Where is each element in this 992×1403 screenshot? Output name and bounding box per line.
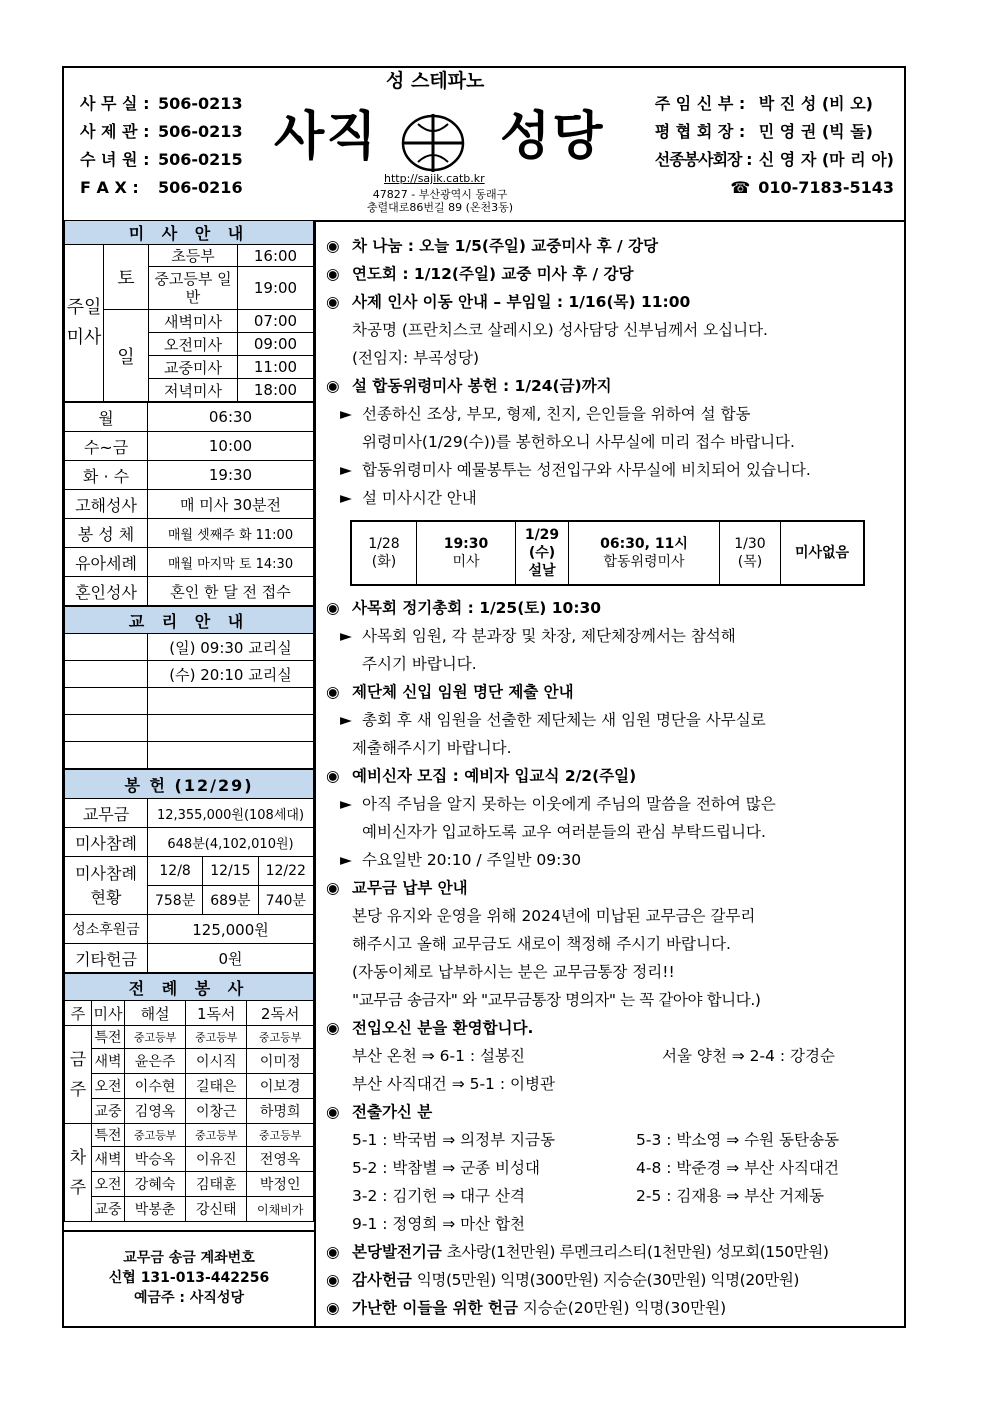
liturgy-cell: 이유진	[186, 1147, 247, 1172]
notice-title: 교무금 납부 안내	[352, 879, 468, 897]
transfer-in: 부산 온천 ⇒ 6-1 : 설봉진	[352, 1047, 525, 1065]
transfer-out: 5-1 : 박국범 ⇒ 의정부 지금동	[352, 1131, 555, 1149]
notice-title: 가난한 이들을 위한 헌금	[352, 1299, 518, 1317]
bullet-icon: ◉	[326, 1019, 340, 1037]
notice-text: 설 미사시간 안내	[362, 489, 477, 507]
transfer-out: 5-2 : 박참별 ⇒ 군종 비성대	[352, 1159, 540, 1177]
offering-head: 봉 헌 (12/29)	[65, 770, 314, 799]
notice-title: 연도회 : 1/12(주일) 교중 미사 후 / 강당	[352, 265, 634, 283]
notice-title: 제단체 신입 임원 명단 제출 안내	[352, 683, 574, 701]
notice-title: 사목회 정기총회 : 1/25(토) 10:30	[352, 599, 602, 617]
notice-text: 아직 주님을 알지 못하는 이웃에게 주님의 말씀을 전하여 많은	[362, 795, 776, 813]
header	[64, 68, 904, 222]
notice-text: 위령미사(1/29(수))를 봉헌하오니 사무실에 미리 접수 바랍니다.	[362, 433, 795, 451]
sched-cell: (화)	[371, 554, 397, 570]
arrow-icon: ►	[340, 405, 352, 423]
notice-text: 익명(5만원) 익명(300만원) 지승순(30만원) 익명(20만원)	[416, 1271, 800, 1289]
notice-text: 제출해주시기 바랍니다.	[352, 739, 512, 757]
liturgy-head: 전 례 봉 사	[65, 974, 314, 1001]
notice-title: 차 나눔 : 오늘 1/5(주일) 교중미사 후 / 강당	[352, 237, 659, 255]
notice-text: 본당 유지와 운영을 위해 2024년에 미납된 교무금은 갈무리	[352, 907, 756, 925]
liturgy-col: 해설	[125, 1001, 186, 1026]
transfer-in: 서울 양천 ⇒ 2-4 : 강경순	[662, 1047, 835, 1065]
sacrament-time: 매 미사 30분전	[148, 490, 314, 519]
sched-cell: 미사없음	[781, 521, 865, 585]
sacrament-time: 혼인 한 달 전 접수	[148, 577, 314, 606]
catechism-head: 교 리 안 내	[65, 607, 314, 634]
sacrament-name: 유아세례	[65, 548, 148, 577]
sun-label: 일	[104, 310, 149, 402]
liturgy-cell: 윤은주	[125, 1049, 186, 1074]
catechism-table	[64, 606, 314, 769]
weekday-mass-table	[64, 402, 314, 606]
other-offering-label: 기타헌금	[65, 944, 148, 973]
account-number: 신협 131-013-442256	[108, 1270, 270, 1286]
sched-cell: 06:30, 11시	[600, 536, 688, 552]
notice-text: (전임지: 부곡성당)	[352, 349, 480, 367]
bulletin-frame	[62, 66, 906, 1328]
lunar-new-year-schedule	[350, 520, 865, 586]
notice-title: 사제 인사 이동 안내 – 부임일 : 1/16(목) 11:00	[352, 293, 691, 311]
staff-list	[655, 90, 894, 202]
transfer-out: 5-3 : 박소영 ⇒ 수원 동탄송동	[636, 1131, 839, 1149]
mass-time: 07:00	[238, 310, 314, 333]
sacrament-time: 매월 셋째주 화 11:00	[148, 519, 314, 548]
liturgy-cell: 박봉춘	[125, 1197, 186, 1222]
notice-text: 차공명 (프란치스코 살레시오) 성사담당 신부님께서 오십니다.	[352, 321, 768, 339]
arrow-icon: ►	[340, 795, 352, 813]
liturgy-table	[64, 973, 314, 1222]
liturgy-cell: 박승옥	[125, 1147, 186, 1172]
attendance-count: 740분	[258, 886, 313, 915]
liturgy-cell: 특전	[92, 1124, 125, 1147]
office-phone: 506-0213	[158, 94, 243, 113]
liturgy-cell: 중고등부	[125, 1026, 186, 1049]
sched-cell: (수)	[528, 545, 556, 561]
sat-label: 토	[104, 245, 149, 310]
transfer-out: 3-2 : 김기헌 ⇒ 대구 산격	[352, 1187, 525, 1205]
bullet-icon: ◉	[326, 1271, 340, 1289]
dues-label: 교무금	[65, 799, 148, 828]
transfer-out: 2-5 : 김재용 ⇒ 부산 거제동	[636, 1187, 824, 1205]
contact-list	[80, 90, 243, 202]
council-name: 민 영 권 (빅 돌)	[758, 122, 873, 141]
notice-text: 예비신자가 입교하도록 교우 여러분들의 관심 부탁드립니다.	[362, 823, 766, 841]
sacrament-name: 봉 성 체	[65, 519, 148, 548]
funeral-name: 신 영 자 (마 리 아)	[758, 150, 894, 169]
liturgy-cell: 특전	[92, 1026, 125, 1049]
other-offering-value: 0원	[148, 944, 314, 973]
bullet-icon: ◉	[326, 879, 340, 897]
weekday-time: 19:30	[148, 461, 314, 490]
catechism-row	[148, 742, 314, 769]
attendance-count: 758분	[148, 886, 203, 915]
notice-text: 주시기 바랍니다.	[362, 655, 477, 673]
catechism-row	[148, 688, 314, 715]
liturgy-cell: 중고등부	[247, 1124, 314, 1147]
mass-name: 중고등부 일반	[149, 267, 238, 310]
liturgy-cell: 이미정	[247, 1049, 314, 1074]
notice-title: 전출가신 분	[352, 1103, 433, 1121]
mass-name: 오전미사	[149, 333, 238, 356]
account-title: 교무금 송금 계좌번호	[123, 1250, 255, 1266]
mass-time: 09:00	[238, 333, 314, 356]
liturgy-cell: 강신태	[186, 1197, 247, 1222]
funeral-label: 선종봉사회장 :	[654, 150, 752, 169]
liturgy-cell: 길태은	[186, 1074, 247, 1099]
liturgy-cell: 이보경	[247, 1074, 314, 1099]
catechism-row: (일) 09:30 교리실	[148, 634, 314, 661]
attendance-date: 12/8	[148, 857, 203, 886]
liturgy-cell: 김태훈	[186, 1172, 247, 1197]
mass-time: 11:00	[238, 356, 314, 379]
account-info	[64, 1230, 314, 1326]
attendance-date: 12/22	[258, 857, 313, 886]
bullet-icon: ◉	[326, 1243, 340, 1261]
sched-cell: 설날	[528, 563, 556, 579]
bullet-icon: ◉	[326, 377, 340, 395]
mass-name: 저녁미사	[149, 379, 238, 402]
next-week-label: 차주	[65, 1124, 92, 1222]
sacrament-time: 매월 마지막 토 14:30	[148, 548, 314, 577]
notice-title: 예비신자 모집 : 예비자 입교식 2/2(주일)	[352, 767, 637, 785]
rectory-phone: 506-0213	[158, 122, 243, 141]
sched-cell: 1/30	[734, 536, 766, 552]
liturgy-cell: 이수현	[125, 1074, 186, 1099]
bullet-icon: ◉	[326, 599, 340, 617]
transfer-in: 부산 사직대건 ⇒ 5-1 : 이병관	[352, 1075, 555, 1093]
fax-label: F A X :	[80, 178, 139, 197]
liturgy-cell: 강혜숙	[125, 1172, 186, 1197]
notice-text: 수요일반 20:10 / 주일반 09:30	[362, 851, 582, 869]
arrow-icon: ►	[340, 851, 352, 869]
mass-name: 교중미사	[149, 356, 238, 379]
liturgy-cell: 전영옥	[247, 1147, 314, 1172]
address	[350, 188, 530, 214]
vocation-value: 125,000원	[148, 915, 314, 944]
liturgy-cell: 이시직	[186, 1049, 247, 1074]
liturgy-cell: 중고등부	[247, 1026, 314, 1049]
liturgy-cell: 중고등부	[186, 1026, 247, 1049]
convent-phone: 506-0215	[158, 150, 243, 169]
transfer-out: 4-8 : 박준경 ⇒ 부산 사직대건	[636, 1159, 839, 1177]
mass-offering-value: 648분(4,102,010원)	[148, 828, 314, 857]
title-left: 사직	[274, 107, 379, 167]
sched-cell: 19:30	[443, 536, 489, 552]
mass-time: 18:00	[238, 379, 314, 402]
sched-cell: 1/28	[368, 536, 400, 552]
bullet-icon: ◉	[326, 1299, 340, 1317]
notice-text: 선종하신 조상, 부모, 형제, 친지, 은인들을 위하여 설 합동	[362, 405, 751, 423]
attendance-count: 689분	[203, 886, 258, 915]
arrow-icon: ►	[340, 627, 352, 645]
mass-time: 16:00	[238, 245, 314, 267]
dues-value: 12,355,000원(108세대)	[148, 799, 314, 828]
phone-icon: ☎	[730, 178, 751, 197]
catechism-row: (수) 20:10 교리실	[148, 661, 314, 688]
liturgy-cell: 오전	[92, 1074, 125, 1099]
title-right: 성당	[500, 107, 605, 167]
liturgy-cell: 중고등부	[125, 1124, 186, 1147]
parish-saint: 성 스테파노	[386, 70, 485, 92]
notice-text: 총회 후 새 임원을 선출한 제단체는 새 임원 명단을 사무실로	[362, 711, 766, 729]
mass-offering-label: 미사참례	[65, 828, 148, 857]
liturgy-cell: 새벽	[92, 1049, 125, 1074]
notice-text: "교무금 송금자" 와 "교무금통장 명의자" 는 꼭 같아야 합니다.)	[352, 991, 761, 1009]
sacrament-name: 고해성사	[65, 490, 148, 519]
mass-time: 19:00	[238, 267, 314, 310]
weekday-time: 10:00	[148, 432, 314, 461]
bullet-icon: ◉	[326, 767, 340, 785]
notice-title: 설 합동위령미사 봉헌 : 1/24(금)까지	[352, 377, 612, 395]
convent-label: 수 녀 원 :	[80, 150, 150, 169]
pastor-label: 주 임 신 부 :	[654, 94, 746, 113]
sched-cell: 합동위령미사	[603, 554, 685, 570]
fax-number: 506-0216	[158, 178, 243, 197]
catechism-row	[148, 715, 314, 742]
weekday-name: 화 · 수	[65, 461, 148, 490]
mass-name: 새벽미사	[149, 310, 238, 333]
notice-text: (자동이체로 납부하시는 분은 교무금통장 정리!!	[352, 963, 675, 981]
transfer-out: 9-1 : 정영희 ⇒ 마산 합천	[352, 1215, 525, 1233]
bullet-icon: ◉	[326, 1103, 340, 1121]
notice-title: 본당발전기금	[352, 1243, 442, 1261]
notice-text: 초사랑(1천만원) 루멘크리스티(1천만원) 성모회(150만원)	[446, 1243, 829, 1261]
attendance-label: 미사참례 현황	[65, 857, 148, 915]
bullet-icon: ◉	[326, 237, 340, 255]
weekday-name: 월	[65, 403, 148, 432]
account-holder: 예금주 : 사직성당	[133, 1290, 244, 1306]
arrow-icon: ►	[340, 711, 352, 729]
notice-title: 전입오신 분을 환영합니다.	[352, 1019, 534, 1037]
council-label: 평 협 회 장 :	[654, 122, 746, 141]
office-label: 사 무 실 :	[80, 94, 150, 113]
left-column	[64, 220, 316, 1326]
offering-table	[64, 769, 314, 973]
mass-name: 초등부	[149, 245, 238, 267]
sched-cell: 미사	[452, 554, 480, 570]
notice-text: 지승순(20만원) 익명(30만원)	[522, 1299, 727, 1317]
liturgy-cell: 오전	[92, 1172, 125, 1197]
attendance-date: 12/15	[203, 857, 258, 886]
rectory-label: 사 제 관 :	[80, 122, 150, 141]
liturgy-col: 주	[65, 1001, 92, 1026]
liturgy-col: 1독서	[186, 1001, 247, 1026]
weekday-name: 수~금	[65, 432, 148, 461]
address-line1: 47827 - 부산광역시 동래구	[372, 188, 508, 201]
arrow-icon: ►	[340, 461, 352, 479]
liturgy-cell: 중고등부	[186, 1124, 247, 1147]
liturgy-cell: 김영옥	[125, 1099, 186, 1124]
this-week-label: 금주	[65, 1026, 92, 1124]
notice-title: 감사헌금	[352, 1271, 412, 1289]
liturgy-cell: 교중	[92, 1099, 125, 1124]
notices	[326, 232, 906, 1322]
vocation-label: 성소후원금	[65, 915, 148, 944]
address-line2: 충렬대로86번길 89 (온천3동)	[366, 201, 514, 214]
liturgy-cell: 새벽	[92, 1147, 125, 1172]
contact-mobile: 010-7183-5143	[758, 178, 894, 197]
sched-cell: 1/29	[524, 527, 560, 543]
liturgy-col: 2독서	[247, 1001, 314, 1026]
weekday-time: 06:30	[148, 403, 314, 432]
sched-cell: (목)	[737, 554, 763, 570]
arrow-icon: ►	[340, 489, 352, 507]
liturgy-cell: 이채비가	[247, 1197, 314, 1222]
mass-head: 미 사 안 내	[65, 221, 314, 245]
pastor-name: 박 진 성 (비 오)	[758, 94, 873, 113]
liturgy-col: 미사	[92, 1001, 125, 1026]
notice-text: 사목회 임원, 각 분과장 및 차장, 제단체장께서는 참석해	[362, 627, 736, 645]
sunday-mass-label: 주일미사	[65, 245, 104, 402]
notices-column	[316, 220, 904, 1326]
cross-logo-icon	[398, 112, 468, 178]
liturgy-cell: 하명희	[247, 1099, 314, 1124]
bullet-icon: ◉	[326, 265, 340, 283]
website-link[interactable]: http://sajik.catb.kr	[384, 172, 485, 185]
bullet-icon: ◉	[326, 683, 340, 701]
notice-text: 해주시고 올해 교무금도 새로이 책정해 주시기 바랍니다.	[352, 935, 731, 953]
bullet-icon: ◉	[326, 293, 340, 311]
notice-text: 합동위령미사 예물봉투는 성전입구와 사무실에 비치되어 있습니다.	[362, 461, 811, 479]
mass-table	[64, 220, 314, 402]
liturgy-cell: 박정인	[247, 1172, 314, 1197]
liturgy-cell: 이창근	[186, 1099, 247, 1124]
liturgy-cell: 교중	[92, 1197, 125, 1222]
sacrament-name: 혼인성사	[65, 577, 148, 606]
